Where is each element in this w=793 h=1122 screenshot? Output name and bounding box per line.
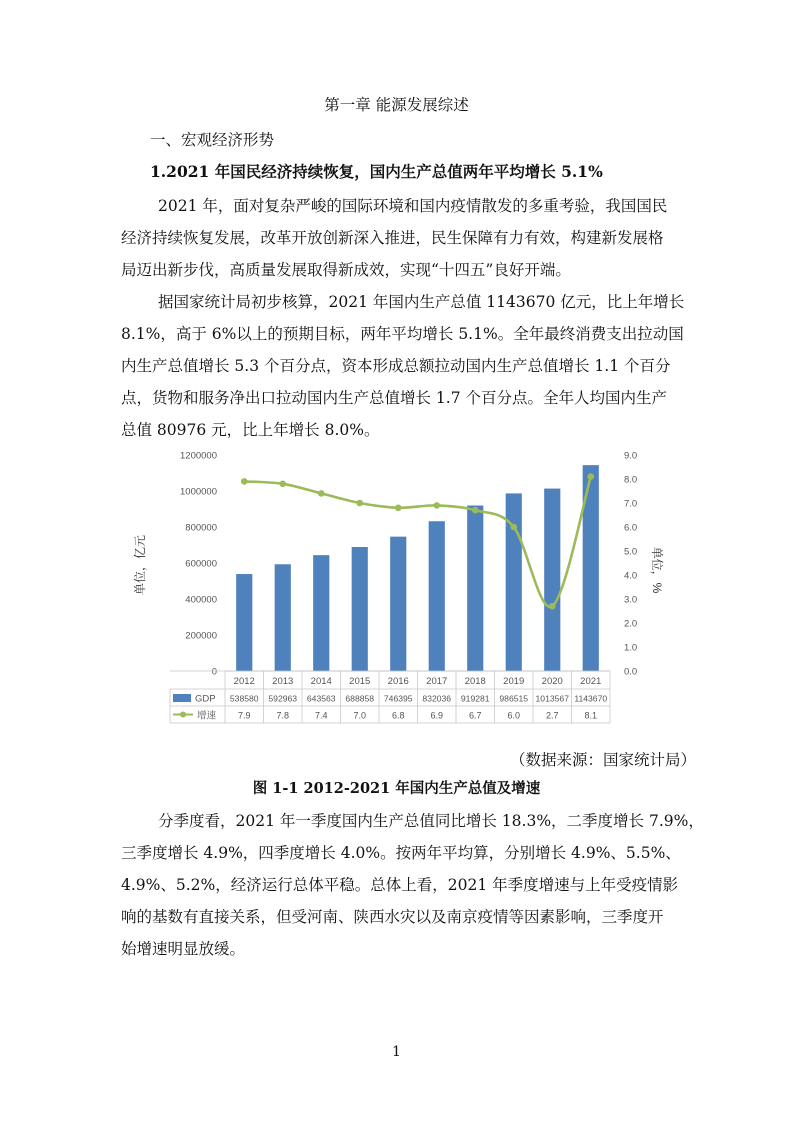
gdp-data-label: 832036 <box>422 693 452 704</box>
y-tick-left: 1000000 <box>180 486 217 498</box>
paragraph-line: 2021 年，面对复杂严峻的国际环境和国内疫情散发的多重考验，我国国民 <box>158 197 668 215</box>
y-tick-left: 600000 <box>185 558 217 570</box>
gdp-bar <box>352 547 368 671</box>
y-tick-left: 800000 <box>185 522 217 534</box>
page-number: 1 <box>392 1044 401 1060</box>
gdp-data-label: 986515 <box>499 693 529 704</box>
x-tick-label: 2020 <box>541 676 563 687</box>
gdp-bar <box>429 521 445 671</box>
paragraph-line: 据国家统计局初步核算，2021 年国内生产总值 1143670 亿元，比上年增长 <box>158 293 685 311</box>
x-tick-label: 2016 <box>387 676 409 687</box>
growth-data-label: 2.7 <box>545 710 559 721</box>
growth-data-label: 7.0 <box>353 710 367 721</box>
gdp-data-label: 746395 <box>383 693 413 704</box>
growth-rate-point <box>472 507 479 514</box>
growth-data-label: 6.7 <box>468 710 482 721</box>
x-tick-label: 2015 <box>349 676 371 687</box>
y-axis-left-label: 单位，亿元 <box>133 534 147 596</box>
legend-gdp-label: GDP <box>195 693 216 705</box>
paragraph-line: 响的基数有直接关系，但受河南、陕西水灾以及南京疫情等因素影响，三季度开 <box>121 908 664 926</box>
paragraph-line: 三季度增长 4.9%，四季度增长 4.0%。按两年平均算，分别增长 4.9%、5.5%、 <box>121 844 681 862</box>
growth-data-label: 7.9 <box>237 710 251 721</box>
y-tick-right: 7.0 <box>624 498 638 510</box>
legend-gdp-swatch <box>173 694 191 702</box>
section-heading: 一、宏观经济形势 <box>150 131 275 149</box>
gdp-data-label: 1143670 <box>574 693 608 704</box>
chapter-title: 第一章 能源发展综述 <box>324 96 469 114</box>
x-tick-label: 2014 <box>310 676 332 687</box>
growth-rate-point <box>318 490 325 497</box>
paragraph-line: 始增速明显放缓。 <box>121 940 246 958</box>
gdp-data-label: 919281 <box>460 693 490 704</box>
legend-growth-label: 增速 <box>197 710 217 722</box>
gdp-data-label: 643563 <box>306 693 336 704</box>
growth-rate-point <box>395 505 402 512</box>
growth-rate-point <box>433 502 440 509</box>
paragraph-line: 4.9%、5.2%，经济运行总体平稳。总体上看，2021 年季度增速与上年受疫情影 <box>121 876 679 894</box>
gdp-bar <box>467 506 483 671</box>
paragraph-line: 局迈出新步伐，高质量发展取得新成效，实现“十四五”良好开端。 <box>121 261 571 279</box>
gdp-bar <box>236 574 252 671</box>
paragraph-line: 点，货物和服务净出口拉动国内生产总值增长 1.7 个百分点。全年人均国内生产 <box>121 389 668 407</box>
gdp-data-label: 688858 <box>345 693 375 704</box>
growth-data-label: 6.0 <box>507 710 521 721</box>
growth-data-label: 7.8 <box>276 710 290 721</box>
growth-rate-point <box>549 603 556 610</box>
x-tick-label: 2013 <box>272 676 294 687</box>
growth-rate-point <box>241 478 248 485</box>
growth-rate-point <box>510 524 517 531</box>
gdp-bar <box>313 555 329 671</box>
gdp-data-label: 538580 <box>229 693 259 704</box>
paragraph-line: 经济持续恢复发展，改革开放创新深入推进，民生保障有力有效，构建新发展格 <box>121 229 664 247</box>
x-tick-label: 2021 <box>580 676 602 687</box>
y-tick-right: 1.0 <box>624 642 638 654</box>
gdp-data-label: 1013567 <box>535 693 569 704</box>
y-tick-right: 8.0 <box>624 474 638 486</box>
gdp-growth-chart <box>130 440 670 725</box>
subheading: 1.2021 年国民经济持续恢复，国内生产总值两年平均增长 5.1% <box>150 162 603 181</box>
growth-data-label: 6.9 <box>430 710 444 721</box>
growth-data-label: 6.8 <box>391 710 405 721</box>
figure-caption: 图 1-1 2012-2021 年国内生产总值及增速 <box>252 780 541 797</box>
gdp-bar <box>544 489 560 671</box>
y-tick-right: 9.0 <box>624 450 638 462</box>
y-tick-right: 5.0 <box>624 546 638 558</box>
paragraph-line: 总值 80976 元，比上年增长 8.0%。 <box>121 421 380 439</box>
y-tick-right: 2.0 <box>624 618 638 630</box>
source-note: （数据来源：国家统计局） <box>510 751 697 769</box>
growth-rate-line <box>244 477 591 607</box>
y-tick-right: 0.0 <box>624 666 638 678</box>
growth-data-label: 7.4 <box>314 710 328 721</box>
y-axis-right-label: 单位，% <box>650 546 664 594</box>
y-tick-right: 6.0 <box>624 522 638 534</box>
paragraph-line: 分季度看，2021 年一季度国内生产总值同比增长 18.3%，二季度增长 7.9%， <box>158 812 704 830</box>
legend-growth-swatch-dot <box>180 712 186 718</box>
paragraph-line: 8.1%，高于 6%以上的预期目标，两年平均增长 5.1%。全年最终消费支出拉动国 <box>121 325 684 343</box>
x-tick-label: 2019 <box>503 676 525 687</box>
y-tick-left: 200000 <box>185 630 217 642</box>
y-tick-left: 400000 <box>185 594 217 606</box>
y-tick-right: 4.0 <box>624 570 638 582</box>
gdp-bar <box>275 564 291 671</box>
y-tick-left: 1200000 <box>180 450 217 462</box>
gdp-data-label: 592963 <box>268 693 298 704</box>
growth-rate-point <box>356 500 363 507</box>
y-tick-right: 3.0 <box>624 594 638 606</box>
growth-rate-point <box>587 473 594 480</box>
growth-data-label: 8.1 <box>584 710 598 721</box>
paragraph-line: 内生产总值增长 5.3 个百分点，资本形成总额拉动国内生产总值增长 1.1 个百分 <box>121 357 671 375</box>
x-tick-label: 2018 <box>464 676 486 687</box>
growth-rate-point <box>279 481 286 488</box>
gdp-bar <box>390 537 406 671</box>
x-tick-label: 2017 <box>426 676 448 687</box>
x-tick-label: 2012 <box>233 676 255 687</box>
y-tick-left: 0 <box>211 666 217 678</box>
